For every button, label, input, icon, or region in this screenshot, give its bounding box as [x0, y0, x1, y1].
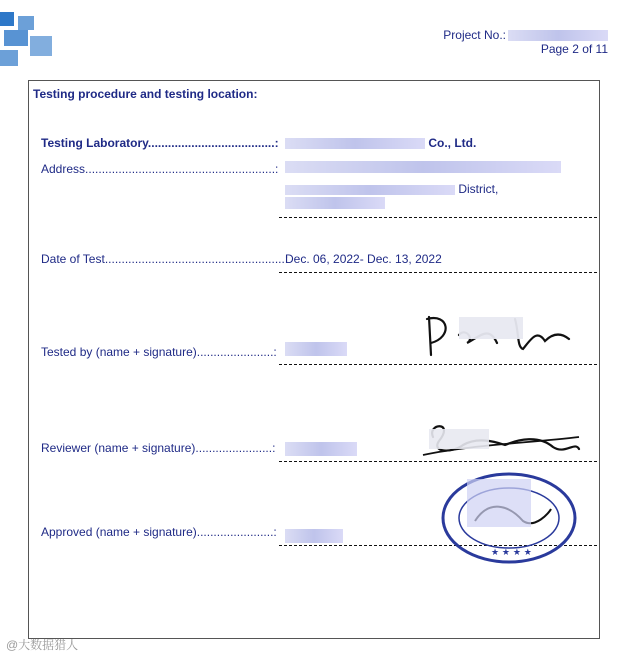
page-header — [443, 28, 608, 56]
page-number: Page 2 of 11 — [540, 42, 608, 56]
lab-name-redacted — [285, 138, 425, 149]
address-value — [285, 161, 561, 176]
date-of-test-label: Date of Test......................................................: — [41, 252, 289, 266]
address-value-line2: District, — [285, 182, 498, 196]
company-seal-stamp — [439, 469, 579, 567]
address-value-line3 — [285, 197, 385, 212]
project-no-redacted — [508, 30, 608, 41]
reviewer-line — [279, 461, 597, 462]
svg-text:★ ★ ★ ★: ★ ★ ★ ★ — [491, 548, 532, 558]
address-redacted-line2 — [285, 185, 455, 195]
reviewer-name-redacted — [285, 442, 357, 456]
tested-by-name-redacted — [285, 342, 347, 356]
watermark: @大数据猎人 — [6, 638, 79, 652]
date-of-test-value: Dec. 06, 2022- Dec. 13, 2022 — [285, 252, 442, 266]
testing-laboratory-value: Co., Ltd. — [285, 136, 476, 150]
tested-by-name — [285, 342, 347, 359]
testing-location-table — [28, 80, 600, 639]
date-line — [279, 272, 597, 273]
section-title: Testing procedure and testing location: — [33, 87, 258, 101]
company-logo — [0, 12, 54, 66]
approved-label: Approved (name + signature).......................: — [41, 525, 277, 539]
project-no-label: Project No.: — [443, 28, 506, 42]
tested-by-line — [279, 364, 597, 365]
address-line — [279, 217, 597, 218]
reviewer-label: Reviewer (name + signature).......................: — [41, 441, 276, 455]
address-label: Address.........................................................: — [41, 162, 279, 176]
address-redacted-line1 — [285, 161, 561, 173]
tested-by-signature — [419, 309, 579, 364]
testing-laboratory-label: Testing Laboratory......................................: — [41, 136, 279, 150]
approved-name — [285, 529, 343, 546]
approved-name-redacted — [285, 529, 343, 543]
tested-by-label: Tested by (name + signature).......................: — [41, 345, 277, 359]
address-redacted-line3 — [285, 197, 385, 209]
reviewer-name — [285, 442, 357, 459]
